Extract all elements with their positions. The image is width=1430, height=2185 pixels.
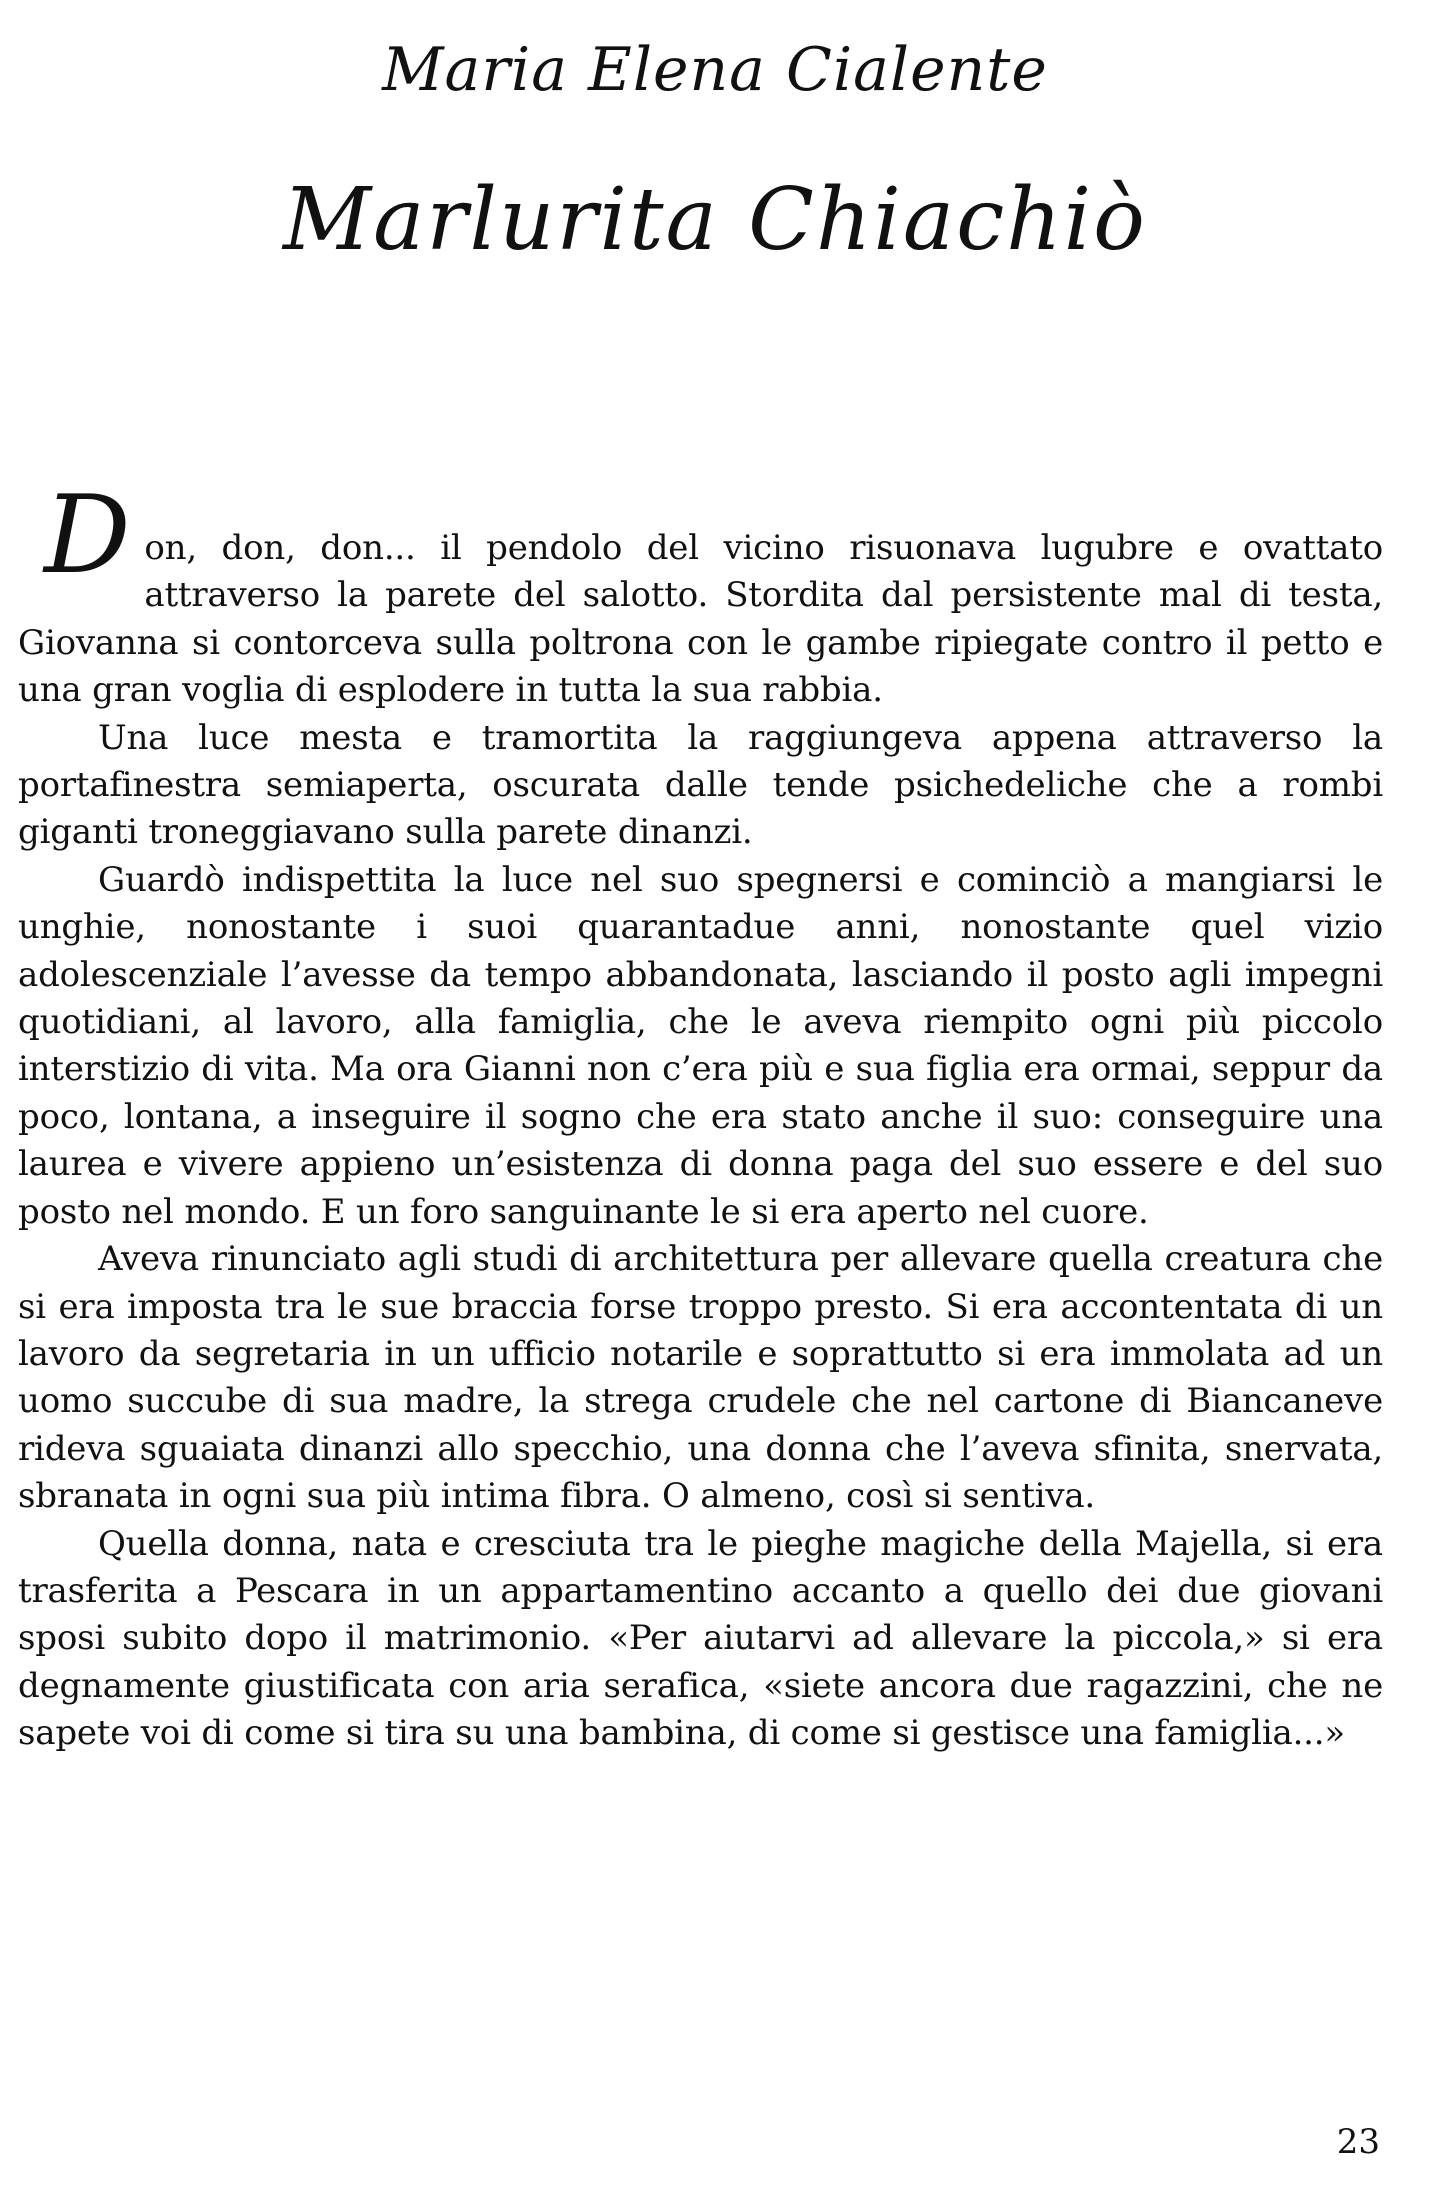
paragraph-1-text: on, don, don... il pendolo del vicino risuonava lugubre e ovattato attraverso la parete del salotto. Stordita dal persistente mal di testa, Giovanna si contorceva sulla poltrona con le gambe ripiegate contro il petto e una gran voglia di esplodere in tutta la sua rabbia.: [18, 528, 1383, 711]
paragraph-5: Quella donna, nata e cresciuta tra le pieghe magiche della Majella, si era trasferita a Pescara in un appartamentino accanto a quello dei due giovani sposi subito dopo il matrimonio. «Per aiutarvi ad allevare la piccola,» si era degnamente giustificata con aria serafica, «siete ancora due ragazzini, che ne sapete voi di come si tira su una bambina, di come si gestisce una famiglia...»: [18, 1523, 1383, 1754]
story-title: Marlurita Chiachiò: [283, 170, 1147, 270]
paragraph-3: Guardò indispettita la luce nel suo spegnersi e cominciò a mangiarsi le unghie, nonostante i suoi quarantadue anni, nonostante quel vizio adolescenziale l’avesse da tempo abbandonata, lasciando il posto agli impegni quotidiani, al lavoro, alla famiglia, che le aveva riempito ogni più piccolo interstizio di vita. Ma ora Gianni non c’era più e sua figlia era ormai, seppur da poco, lontana, a inseguire il sogno che era stato anche il suo: conseguire una laurea e vivere appieno un’esistenza di donna paga del suo essere e del suo posto nel mondo. E un foro sanguinante le si era aperto nel cuore.: [18, 859, 1383, 1232]
paragraph-4: Aveva rinunciato agli studi di architettura per allevare quella creatura che si era imposta tra le sue braccia forse troppo presto. Si era accontentata di un lavoro da segretaria in un ufficio notarile e soprattutto si era immolata ad un uomo succube di sua madre, la strega crudele che nel cartone di Biancaneve rideva sguaiata dinanzi allo specchio, una donna che l’aveva sfinita, snervata, sbranata in ogni sua più intima fibra. O almeno, così si sentiva.: [18, 1239, 1383, 1517]
drop-cap: D: [44, 473, 131, 598]
story-body: [18, 473, 1383, 1758]
paragraph-1: [18, 473, 1383, 715]
paragraph-2: Una luce mesta e tramortita la raggiungeva appena attraverso la portafinestra semiaperta, oscurata dalle tende psichedeliche che a rombi giganti troneggiavano sulla parete dinanzi.: [18, 717, 1383, 853]
page-number: 23: [1336, 2122, 1380, 2162]
author-name: Maria Elena Cialente: [382, 35, 1048, 105]
